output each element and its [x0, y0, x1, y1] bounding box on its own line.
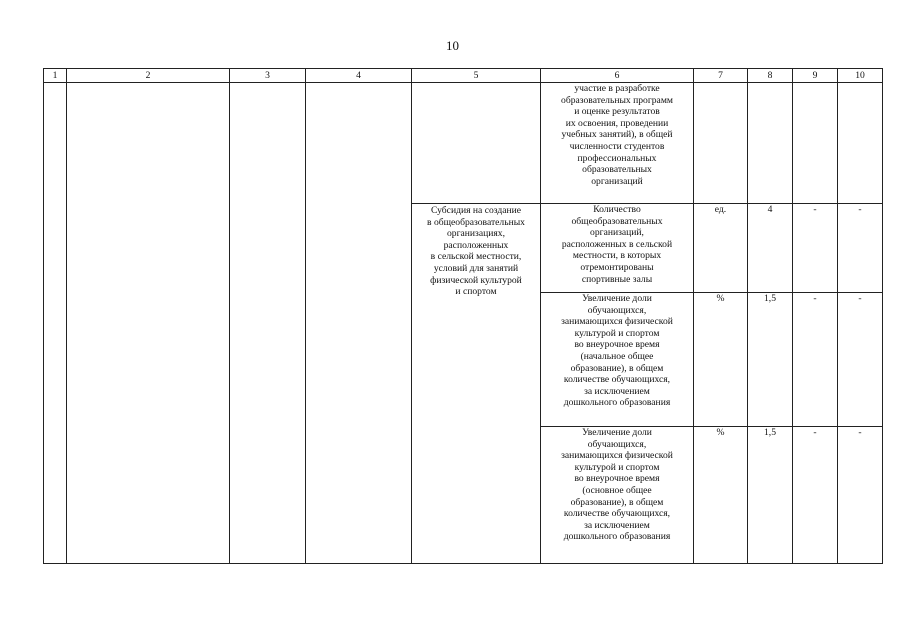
table-header-row	[44, 69, 883, 83]
indicator-cell	[541, 427, 694, 564]
indicator-text: участие в разработке образовательных программ и оценке результатов их освоения, проведении учебных занятий), в общей численности студентов профессиональных образовательных организаций	[561, 83, 673, 187]
column-header: 6	[541, 69, 694, 83]
column-header: 8	[748, 69, 793, 83]
subsidy-text: Субсидия на создание в общеобразовательных организациях, расположенных в сельской местности, условий для занятий физической культурой и спортом	[427, 205, 525, 298]
indicator-cell	[541, 83, 694, 204]
table-cell-col5-empty	[412, 83, 541, 204]
unit-cell: %	[694, 427, 748, 564]
col9-cell: -	[793, 427, 838, 564]
page-number: 10	[446, 38, 459, 53]
col10-cell: -	[838, 427, 883, 564]
value-cell: 1,5	[748, 293, 793, 427]
table-cell-col3	[230, 83, 306, 564]
col10-cell: -	[838, 293, 883, 427]
col10-cell: -	[838, 204, 883, 293]
col10-cell	[838, 83, 883, 204]
value-cell: 1,5	[748, 427, 793, 564]
column-header: 4	[306, 69, 412, 83]
column-header: 7	[694, 69, 748, 83]
unit-cell: %	[694, 293, 748, 427]
unit-cell: ед.	[694, 204, 748, 293]
indicator-table	[43, 68, 883, 564]
column-header: 5	[412, 69, 541, 83]
value-cell: 4	[748, 204, 793, 293]
indicator-text: Увеличение доли обучающихся, занимающихся физической культурой и спортом во внеурочное время (начальное общее образование), в общем количестве обучающихся, за исключением дошкольного образования	[561, 293, 673, 409]
column-header: 10	[838, 69, 883, 83]
column-header: 2	[67, 69, 230, 83]
table-cell-col1	[44, 83, 67, 564]
value-cell	[748, 83, 793, 204]
subsidy-cell	[412, 204, 541, 564]
indicator-text: Количество общеобразовательных организаций, расположенных в сельской местности, в которых отремонтированы спортивные залы	[561, 204, 673, 285]
table-row	[44, 83, 883, 204]
indicator-text: Увеличение доли обучающихся, занимающихся физической культурой и спортом во внеурочное время (основное общее образование), в общем количестве обучающихся, за исключением дошкольного образования	[561, 427, 673, 543]
indicator-cell	[541, 293, 694, 427]
column-header: 9	[793, 69, 838, 83]
indicator-cell	[541, 204, 694, 293]
column-header: 3	[230, 69, 306, 83]
col9-cell: -	[793, 293, 838, 427]
table-cell-col2	[67, 83, 230, 564]
table-cell-col4	[306, 83, 412, 564]
col9-cell	[793, 83, 838, 204]
col9-cell: -	[793, 204, 838, 293]
column-header: 1	[44, 69, 67, 83]
unit-cell	[694, 83, 748, 204]
